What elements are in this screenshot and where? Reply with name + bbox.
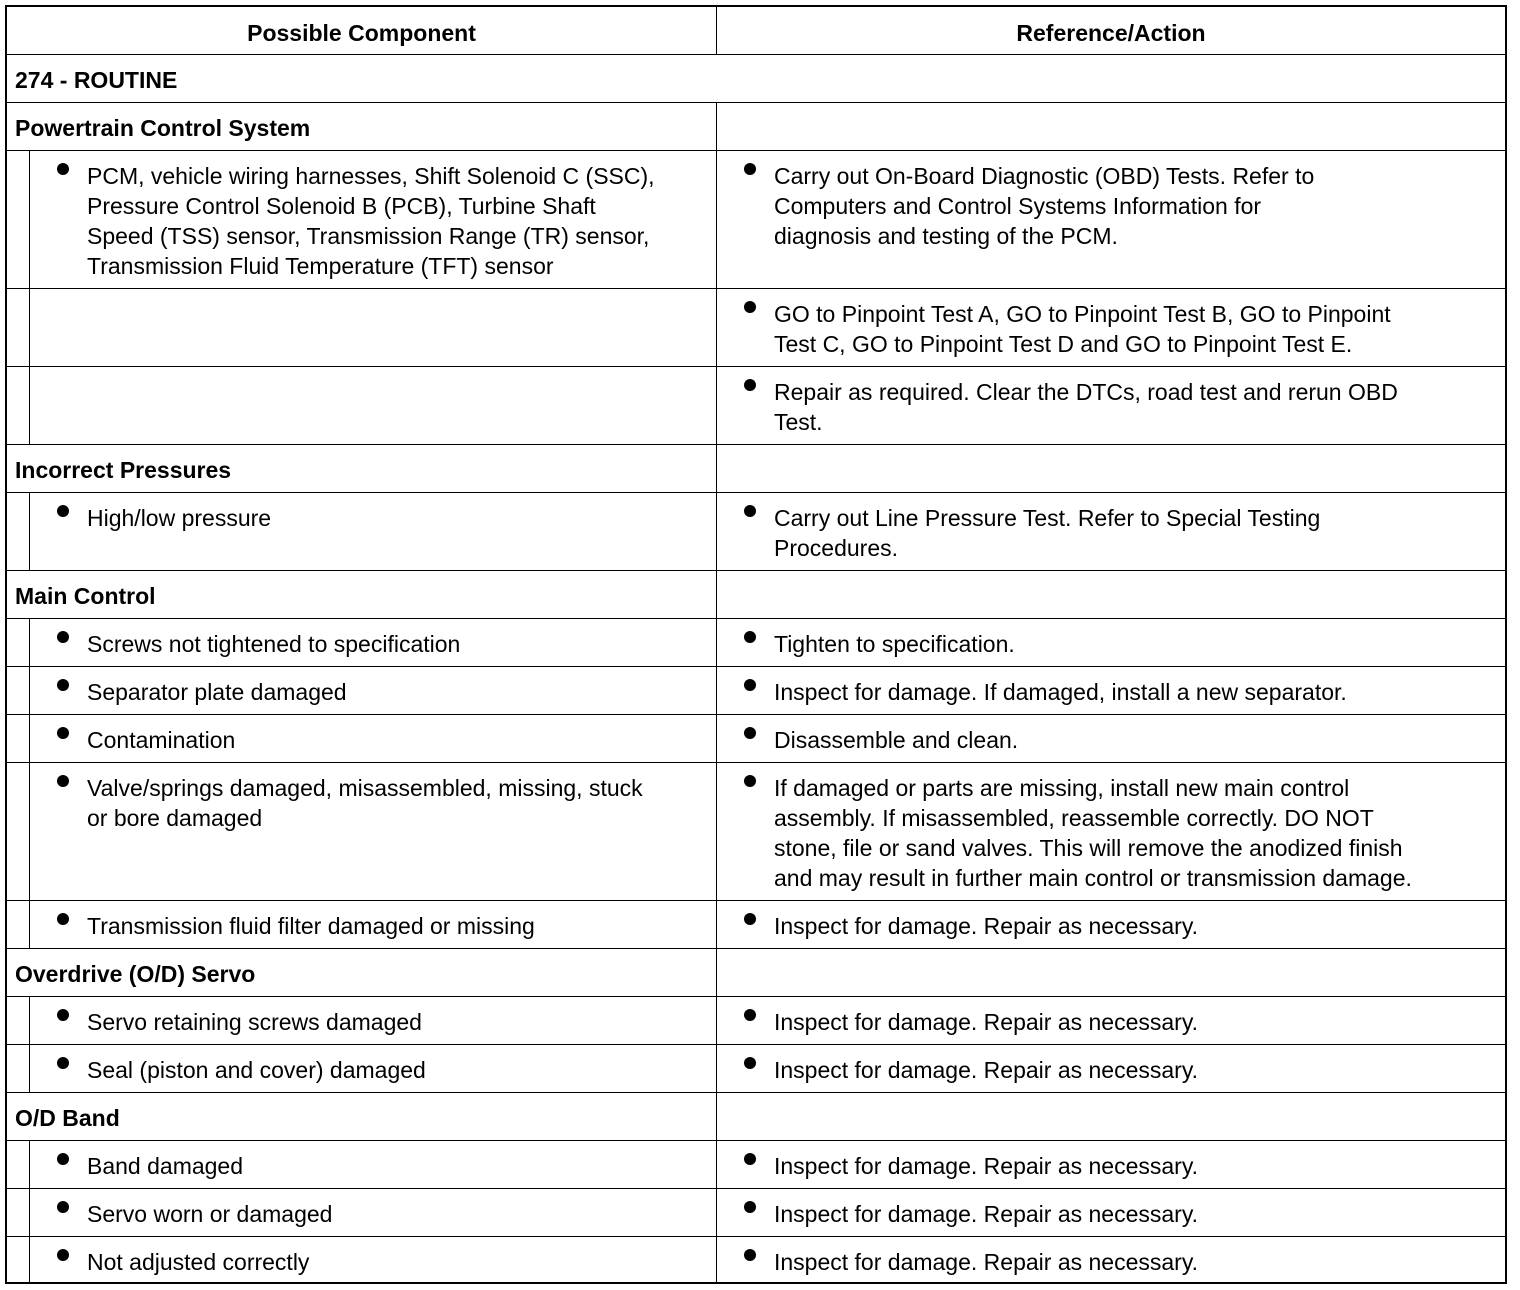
indent-divider xyxy=(29,1237,30,1282)
action-text: Inspect for damage. Repair as necessary. xyxy=(774,913,1199,939)
bullet-icon xyxy=(57,163,69,175)
indent-divider xyxy=(29,493,30,570)
bullet-icon xyxy=(744,1009,756,1021)
bullet-icon xyxy=(57,1153,69,1165)
table-row xyxy=(7,1141,1505,1189)
component-text: Valve/springs damaged, misassembled, missing, stuck or bore damaged xyxy=(87,775,643,831)
section-row-powertrain xyxy=(7,103,1505,151)
column-header-component: Possible Component xyxy=(247,20,476,46)
bullet-icon xyxy=(744,913,756,925)
bullet-icon xyxy=(744,775,756,787)
bullet-icon xyxy=(57,913,69,925)
table-row xyxy=(7,1045,1505,1093)
indent-divider xyxy=(29,667,30,714)
bullet-icon xyxy=(57,679,69,691)
component-text: Servo worn or damaged xyxy=(87,1201,333,1227)
table-row xyxy=(7,715,1505,763)
bullet-icon xyxy=(57,775,69,787)
action-text: Repair as required. Clear the DTCs, road test and rerun OBD Test. xyxy=(774,379,1398,435)
section-title: Overdrive (O/D) Servo xyxy=(15,961,256,987)
bullet-icon xyxy=(744,1249,756,1261)
indent-divider xyxy=(29,367,30,444)
action-text: Inspect for damage. Repair as necessary. xyxy=(774,1201,1199,1227)
component-text: Contamination xyxy=(87,727,236,753)
action-text: Inspect for damage. Repair as necessary. xyxy=(774,1057,1199,1083)
action-text: Carry out On-Board Diagnostic (OBD) Tests. Refer to Computers and Control Systems Information for diagnosis and testing of the PCM. xyxy=(774,163,1315,249)
bullet-icon xyxy=(57,1057,69,1069)
bullet-icon xyxy=(57,727,69,739)
component-text: Transmission fluid filter damaged or missing xyxy=(87,913,535,939)
table-row xyxy=(7,901,1505,949)
indent-divider xyxy=(29,901,30,948)
action-text: If damaged or parts are missing, install new main control assembly. If misassembled, reassemble correctly. DO NOT stone, file or sand valves. This will remove the anodized finish and may result in further main control or transmission damage. xyxy=(774,775,1412,891)
indent-divider xyxy=(29,763,30,900)
indent-divider xyxy=(29,619,30,666)
section-row-pressures xyxy=(7,445,1505,493)
table-row xyxy=(7,289,1505,367)
bullet-icon xyxy=(57,631,69,643)
section-title: Powertrain Control System xyxy=(15,115,311,141)
table-row xyxy=(7,151,1505,289)
component-text: Seal (piston and cover) damaged xyxy=(87,1057,426,1083)
indent-divider xyxy=(29,1189,30,1236)
indent-divider xyxy=(29,1045,30,1092)
component-text: PCM, vehicle wiring harnesses, Shift Solenoid C (SSC), Pressure Control Solenoid B (PCB), Turbine Shaft Speed (TSS) sensor, Transmission Range (TR) sensor, Transmission Fluid Temperature (TFT) sensor xyxy=(87,163,655,279)
section-row-servo xyxy=(7,949,1505,997)
action-text: Inspect for damage. Repair as necessary. xyxy=(774,1009,1199,1035)
bullet-icon xyxy=(744,301,756,313)
section-title: Incorrect Pressures xyxy=(15,457,232,483)
component-text: Separator plate damaged xyxy=(87,679,347,705)
table-row xyxy=(7,997,1505,1045)
bullet-icon xyxy=(744,505,756,517)
section-title: Main Control xyxy=(15,583,156,609)
indent-divider xyxy=(29,289,30,366)
component-text: High/low pressure xyxy=(87,505,272,531)
component-text: Screws not tightened to specification xyxy=(87,631,461,657)
bullet-icon xyxy=(57,1249,69,1261)
action-text: GO to Pinpoint Test A, GO to Pinpoint Test B, GO to Pinpoint Test C, GO to Pinpoint Test D and GO to Pinpoint Test E. xyxy=(774,301,1391,357)
action-text: Tighten to specification. xyxy=(774,631,1015,657)
indent-divider xyxy=(29,997,30,1044)
action-text: Inspect for damage. Repair as necessary. xyxy=(774,1249,1199,1275)
bullet-icon xyxy=(744,1201,756,1213)
bullet-icon xyxy=(744,1153,756,1165)
component-text: Not adjusted correctly xyxy=(87,1249,310,1275)
routine-label: 274 - ROUTINE xyxy=(15,67,178,93)
bullet-icon xyxy=(57,1201,69,1213)
table-row xyxy=(7,493,1505,571)
bullet-icon xyxy=(744,727,756,739)
section-row-main-control xyxy=(7,571,1505,619)
section-title: O/D Band xyxy=(15,1105,120,1131)
diagnostic-table xyxy=(5,5,1507,1284)
action-text: Inspect for damage. If damaged, install a new separator. xyxy=(774,679,1347,705)
table-row xyxy=(7,619,1505,667)
bullet-icon xyxy=(744,379,756,391)
action-text: Carry out Line Pressure Test. Refer to Special Testing Procedures. xyxy=(774,505,1321,561)
bullet-icon xyxy=(57,505,69,517)
bullet-icon xyxy=(57,1009,69,1021)
bullet-icon xyxy=(744,1057,756,1069)
bullet-icon xyxy=(744,163,756,175)
section-row-band xyxy=(7,1093,1505,1141)
table-row xyxy=(7,1189,1505,1237)
table-row xyxy=(7,1237,1505,1282)
table-row xyxy=(7,667,1505,715)
component-text: Band damaged xyxy=(87,1153,244,1179)
table-header-row xyxy=(7,7,1505,55)
table-row xyxy=(7,367,1505,445)
column-header-action: Reference/Action xyxy=(1016,20,1206,46)
routine-row xyxy=(7,55,1505,103)
action-text: Inspect for damage. Repair as necessary. xyxy=(774,1153,1199,1179)
action-text: Disassemble and clean. xyxy=(774,727,1019,753)
bullet-icon xyxy=(744,631,756,643)
indent-divider xyxy=(29,1141,30,1188)
bullet-icon xyxy=(744,679,756,691)
indent-divider xyxy=(29,151,30,288)
indent-divider xyxy=(29,715,30,762)
component-text: Servo retaining screws damaged xyxy=(87,1009,422,1035)
table-row xyxy=(7,763,1505,901)
